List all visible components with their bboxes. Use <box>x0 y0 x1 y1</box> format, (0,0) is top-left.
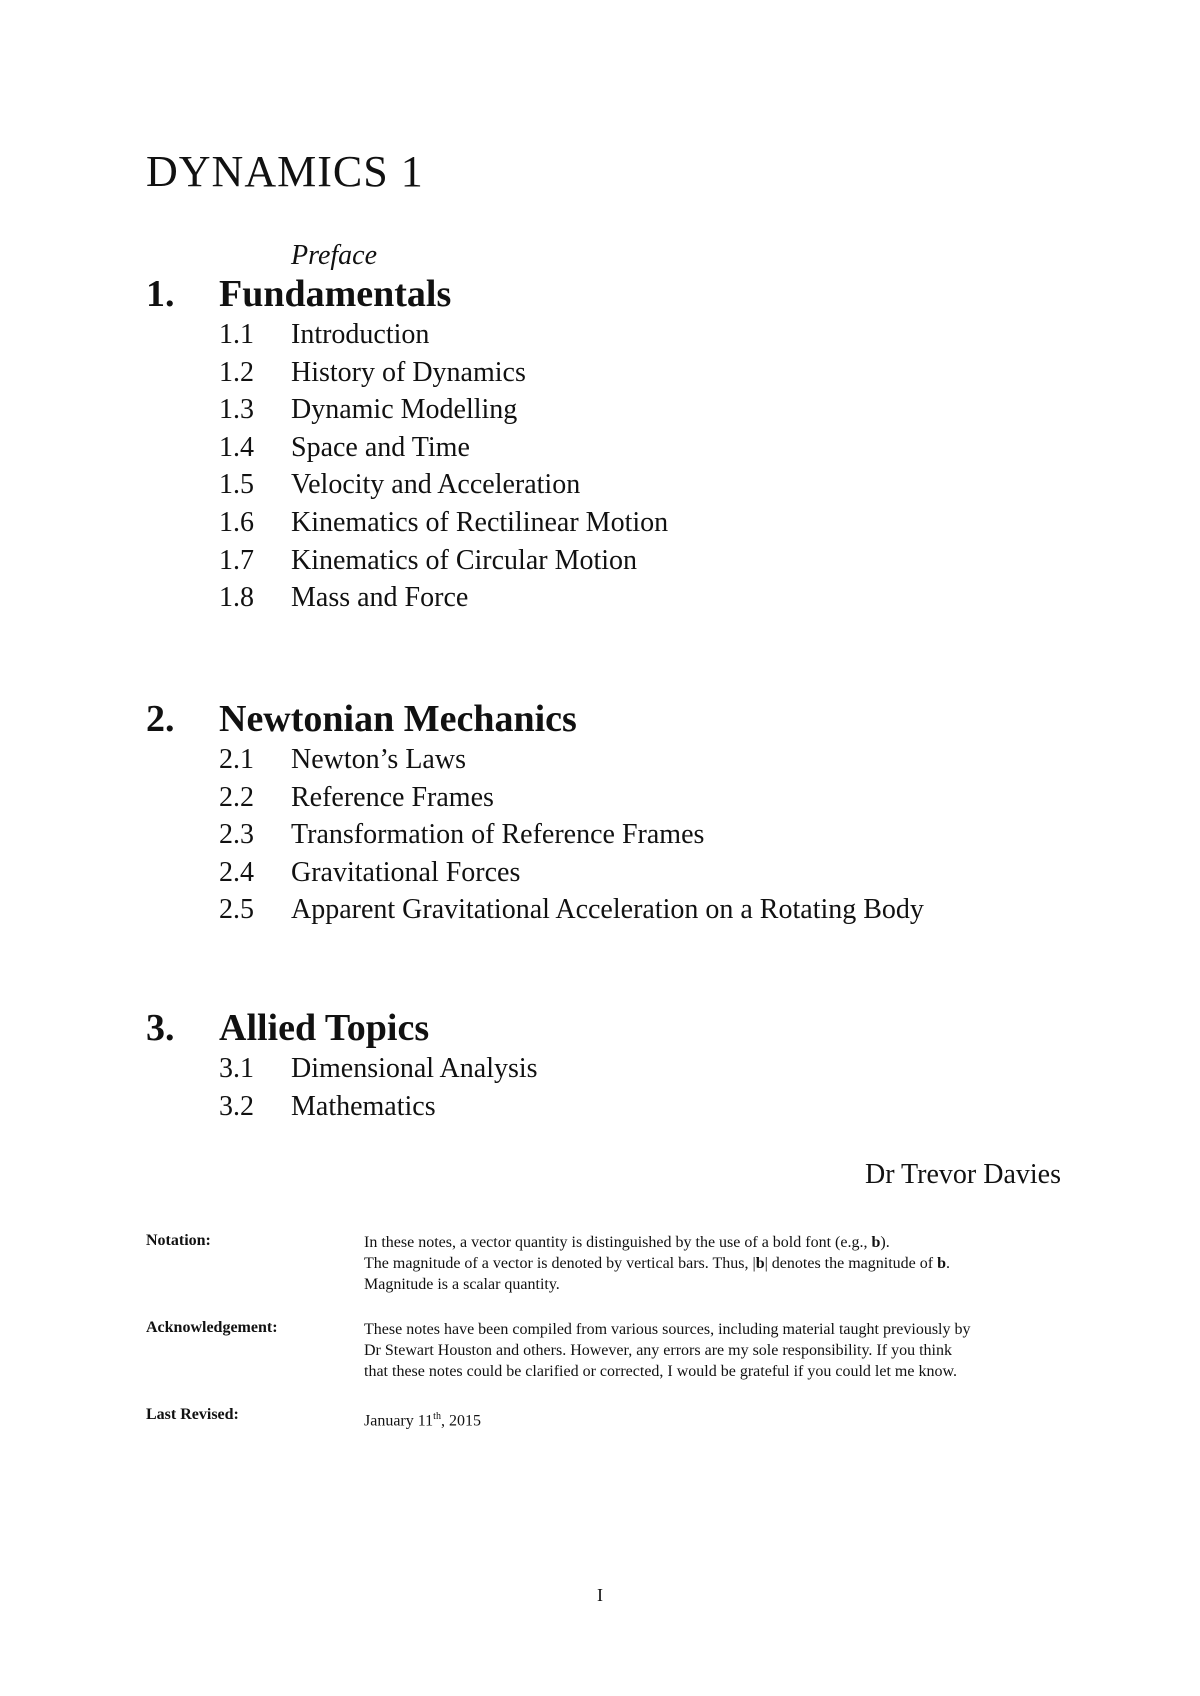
section-number: 2.5 <box>219 894 254 926</box>
section-title: Reference Frames <box>291 781 494 813</box>
chapter-title: Allied Topics <box>219 1007 430 1049</box>
chapter-1 <box>146 270 668 617</box>
chapter-heading <box>146 1004 538 1052</box>
chapter-title: Newtonian Mechanics <box>219 698 577 740</box>
chapter-3 <box>146 1004 538 1125</box>
chapter-number: 2. <box>146 698 175 740</box>
chapter-number: 1. <box>146 273 175 315</box>
acknowledgement-note <box>146 1319 1066 1382</box>
section-title: Newton’s Laws <box>291 744 466 775</box>
text-span: The magnitude of a vector is denoted by vertical bars. Thus, | <box>364 1255 756 1272</box>
note-label: Last Revised: <box>146 1406 239 1423</box>
last-revised-note <box>146 1406 1066 1431</box>
section-title: Kinematics of Rectilinear Motion <box>291 506 669 538</box>
text-span: . <box>946 1255 950 1272</box>
section-item <box>219 542 668 580</box>
section-item <box>219 816 924 854</box>
preface-heading: Preface <box>291 240 378 271</box>
section-item <box>219 466 668 504</box>
section-number: 1.4 <box>219 431 254 463</box>
author-name: Dr Trevor Davies <box>865 1159 1061 1190</box>
text-span: | denotes the magnitude of <box>764 1255 938 1272</box>
section-number: 1.3 <box>219 394 254 426</box>
section-title: Gravitational Forces <box>291 856 521 888</box>
note-text <box>364 1319 1066 1382</box>
text-span: January 11 <box>364 1412 434 1430</box>
section-number: 1.5 <box>219 469 254 501</box>
chapter-2 <box>146 695 924 929</box>
section-number: 1.2 <box>219 356 254 388</box>
section-title: Introduction <box>291 319 430 350</box>
text-line: Dr Stewart Houston and others. However, any errors are my sole responsibility. If you think <box>364 1342 952 1359</box>
section-title: Dynamic Modelling <box>291 394 518 426</box>
section-item <box>219 316 668 354</box>
text-span: In these notes, a vector quantity is distinguished by the use of a bold font (e.g., <box>364 1234 872 1251</box>
section-title: Space and Time <box>291 431 470 463</box>
section-number: 1.7 <box>219 544 254 576</box>
note-text <box>364 1232 1066 1295</box>
section-item <box>219 779 924 817</box>
section-title: Mass and Force <box>291 582 469 614</box>
note-label: Notation: <box>146 1232 211 1249</box>
section-number: 2.4 <box>219 856 254 888</box>
notes-block <box>146 1232 1066 1455</box>
text-line: These notes have been compiled from various sources, including material taught previously by <box>364 1321 971 1338</box>
section-number: 1.8 <box>219 582 254 614</box>
section-title: Velocity and Acceleration <box>291 469 581 501</box>
section-number: 3.2 <box>219 1090 254 1122</box>
section-number: 1.1 <box>219 319 254 350</box>
section-item <box>219 1088 538 1126</box>
section-title: Dimensional Analysis <box>291 1053 538 1084</box>
bold-symbol: b <box>937 1255 946 1272</box>
section-item <box>219 391 668 429</box>
bold-symbol: b <box>871 1234 881 1251</box>
ordinal-suffix: th <box>433 1411 441 1422</box>
section-list <box>219 316 668 617</box>
section-number: 2.3 <box>219 819 254 851</box>
section-list <box>219 1050 538 1125</box>
bold-symbol: b <box>755 1255 765 1272</box>
section-number: 2.1 <box>219 744 254 775</box>
section-item <box>219 429 668 467</box>
page-number: I <box>597 1585 603 1605</box>
section-item <box>219 854 924 892</box>
document-title: DYNAMICS 1 <box>146 147 424 196</box>
section-title: Transformation of Reference Frames <box>291 819 705 851</box>
chapter-number: 3. <box>146 1007 175 1049</box>
section-list <box>219 741 924 929</box>
section-item <box>219 354 668 392</box>
section-number: 2.2 <box>219 781 254 813</box>
note-label: Acknowledgement: <box>146 1319 278 1336</box>
text-span: ). <box>880 1234 890 1251</box>
section-item <box>219 891 924 929</box>
section-title: History of Dynamics <box>291 356 526 388</box>
text-span: , 2015 <box>440 1412 481 1430</box>
text-line: Magnitude is a scalar quantity. <box>364 1276 560 1293</box>
chapter-title: Fundamentals <box>219 273 452 315</box>
section-number: 1.6 <box>219 506 254 538</box>
chapter-heading <box>146 695 924 743</box>
text-line: that these notes could be clarified or corrected, I would be grateful if you could let me know. <box>364 1363 957 1380</box>
section-title: Mathematics <box>291 1090 436 1122</box>
section-item <box>219 741 924 779</box>
chapter-heading <box>146 270 668 318</box>
section-item <box>219 504 668 542</box>
section-title: Apparent Gravitational Acceleration on a Rotating Body <box>291 894 924 926</box>
revision-date <box>364 1406 1066 1431</box>
section-item <box>219 1050 538 1088</box>
section-number: 3.1 <box>219 1053 254 1084</box>
notation-note <box>146 1232 1066 1295</box>
section-title: Kinematics of Circular Motion <box>291 544 638 576</box>
section-item <box>219 579 668 617</box>
